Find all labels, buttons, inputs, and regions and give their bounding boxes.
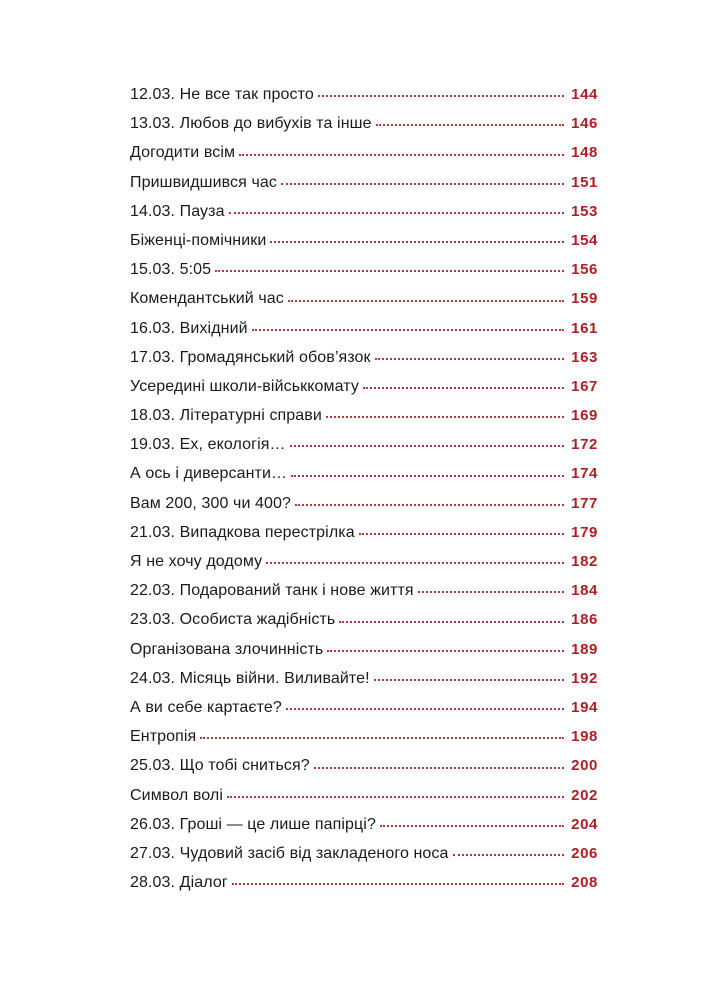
dotted-leader xyxy=(200,737,564,739)
toc-entry-page-number: 169 xyxy=(571,407,598,425)
dotted-leader xyxy=(359,533,564,535)
dotted-leader xyxy=(326,416,564,418)
dotted-leader xyxy=(295,504,564,506)
toc-entry-title: Вам 200, 300 чи 400? xyxy=(130,494,292,512)
toc-entry-page-number: 179 xyxy=(571,523,598,541)
toc-entry xyxy=(130,284,598,313)
toc-entry-page-number: 200 xyxy=(571,757,598,775)
dotted-leader xyxy=(266,562,564,564)
toc-entry-title: Комендантський час xyxy=(130,290,284,308)
toc-entry xyxy=(130,576,598,605)
toc-entry xyxy=(130,751,598,780)
toc-entry xyxy=(130,138,598,167)
toc-entry-title: 24.03. Місяць війни. Виливайте! xyxy=(130,669,370,687)
toc-entry-page-number: 167 xyxy=(571,377,598,395)
toc-entry xyxy=(130,314,598,343)
dotted-leader xyxy=(453,854,564,856)
toc-entry xyxy=(130,722,598,751)
dotted-leader xyxy=(286,708,564,710)
toc-entry-page-number: 202 xyxy=(571,786,598,804)
toc-entry xyxy=(130,810,598,839)
toc-entry-page-number: 189 xyxy=(571,640,598,658)
toc-entry-title: 25.03. Що тобі сниться? xyxy=(130,757,310,775)
toc-entry-title: Організована злочинність xyxy=(130,640,324,658)
toc-entry-title: 19.03. Ех, екологія… xyxy=(130,436,286,454)
toc-entry-page-number: 198 xyxy=(571,728,598,746)
dotted-leader xyxy=(339,621,564,623)
toc-entry-title: 17.03. Громадянський обов’язок xyxy=(130,348,371,366)
dotted-leader xyxy=(215,270,564,272)
dotted-leader xyxy=(239,154,564,156)
toc-entry-title: Біженці-помічники xyxy=(130,231,267,249)
toc-entry-page-number: 186 xyxy=(571,611,598,629)
toc-entry-title: А ось і диверсанти… xyxy=(130,465,288,483)
toc-entry-page-number: 148 xyxy=(571,144,598,162)
toc-entry-page-number: 146 xyxy=(571,115,598,133)
toc-entry-page-number: 159 xyxy=(571,290,598,308)
toc-entry-title: 28.03. Діалог xyxy=(130,874,228,892)
toc-entry xyxy=(130,80,598,109)
dotted-leader xyxy=(376,124,564,126)
dotted-leader xyxy=(327,650,564,652)
toc-entry-page-number: 156 xyxy=(571,261,598,279)
toc-entry xyxy=(130,401,598,430)
dotted-leader xyxy=(232,883,564,885)
dotted-leader xyxy=(281,183,564,185)
toc-entry xyxy=(130,693,598,722)
toc-entry xyxy=(130,664,598,693)
toc-entry-title: Ентропія xyxy=(130,728,197,746)
toc-entry-title: 12.03. Не все так просто xyxy=(130,86,314,103)
toc-entry-title: 22.03. Подарований танк і нове життя xyxy=(130,582,414,600)
toc-entry-page-number: 161 xyxy=(571,319,598,337)
dotted-leader xyxy=(229,212,564,214)
toc-entry-title: 16.03. Вихідний xyxy=(130,319,248,337)
toc-entry-page-number: 182 xyxy=(571,553,598,570)
toc-entry xyxy=(130,518,598,547)
toc-entry-title: 27.03. Чудовий засіб від закладеного носа xyxy=(130,844,449,862)
toc-entry-title: Пришвидшився час xyxy=(130,173,277,191)
toc-entry-page-number: 154 xyxy=(571,231,598,249)
toc-entry xyxy=(130,372,598,401)
toc-entry-page-number: 144 xyxy=(571,86,598,103)
dotted-leader xyxy=(380,825,564,827)
toc-entry xyxy=(130,839,598,868)
toc-entry-page-number: 192 xyxy=(571,669,598,687)
toc-entry-page-number: 153 xyxy=(571,202,598,220)
dotted-leader xyxy=(375,358,564,360)
toc-entry-page-number: 163 xyxy=(571,348,598,366)
toc-entry xyxy=(130,109,598,138)
toc-entry-title: Символ волі xyxy=(130,786,223,804)
toc-entry xyxy=(130,489,598,518)
toc-entry-title: 14.03. Пауза xyxy=(130,202,225,220)
toc-entry xyxy=(130,226,598,255)
dotted-leader xyxy=(288,300,564,302)
toc-entry xyxy=(130,781,598,810)
toc-entry-title: 23.03. Особиста жадібність xyxy=(130,611,336,629)
toc-entry-page-number: 194 xyxy=(571,698,598,716)
dotted-leader xyxy=(314,767,564,769)
toc-entry xyxy=(130,635,598,664)
toc-entry-page-number: 206 xyxy=(571,844,598,862)
toc-entry-title: Я не хочу додому xyxy=(130,553,263,570)
toc-entry-title: 18.03. Літературні справи xyxy=(130,407,322,425)
toc-entry-page-number: 184 xyxy=(571,582,598,600)
dotted-leader xyxy=(291,475,564,477)
dotted-leader xyxy=(270,241,564,243)
dotted-leader xyxy=(363,387,564,389)
toc-entry-page-number: 208 xyxy=(571,874,598,892)
toc-entry-page-number: 172 xyxy=(571,436,598,454)
toc-entry-title: Догодити всім xyxy=(130,144,236,162)
toc-entry-title: 26.03. Гроші — це лише папірці? xyxy=(130,815,376,833)
toc-entry-title: 15.03. 5:05 xyxy=(130,261,212,279)
toc-entry xyxy=(130,605,598,634)
toc-entry xyxy=(130,547,598,576)
dotted-leader xyxy=(252,329,564,331)
toc-entry xyxy=(130,343,598,372)
toc-entry-page-number: 177 xyxy=(571,494,598,512)
toc-entry xyxy=(130,255,598,284)
toc-entry xyxy=(130,868,598,897)
dotted-leader xyxy=(318,95,564,97)
toc-entry-title: 13.03. Любов до вибухів та інше xyxy=(130,115,372,133)
toc-entry-title: А ви себе картаєте? xyxy=(130,698,282,716)
dotted-leader xyxy=(418,591,564,593)
toc-entry xyxy=(130,168,598,197)
toc-entry xyxy=(130,197,598,226)
dotted-leader xyxy=(374,679,564,681)
toc-entry-title: Усередині школи-військкомату xyxy=(130,377,359,395)
toc-entry-page-number: 151 xyxy=(571,173,598,191)
toc-entry-title: 21.03. Випадкова перестрілка xyxy=(130,523,355,541)
toc-entry-page-number: 174 xyxy=(571,465,598,483)
toc-entry xyxy=(130,430,598,459)
toc-entry-page-number: 204 xyxy=(571,815,598,833)
dotted-leader xyxy=(227,796,564,798)
dotted-leader xyxy=(290,445,564,447)
table-of-contents xyxy=(130,80,598,897)
toc-entry xyxy=(130,459,598,488)
